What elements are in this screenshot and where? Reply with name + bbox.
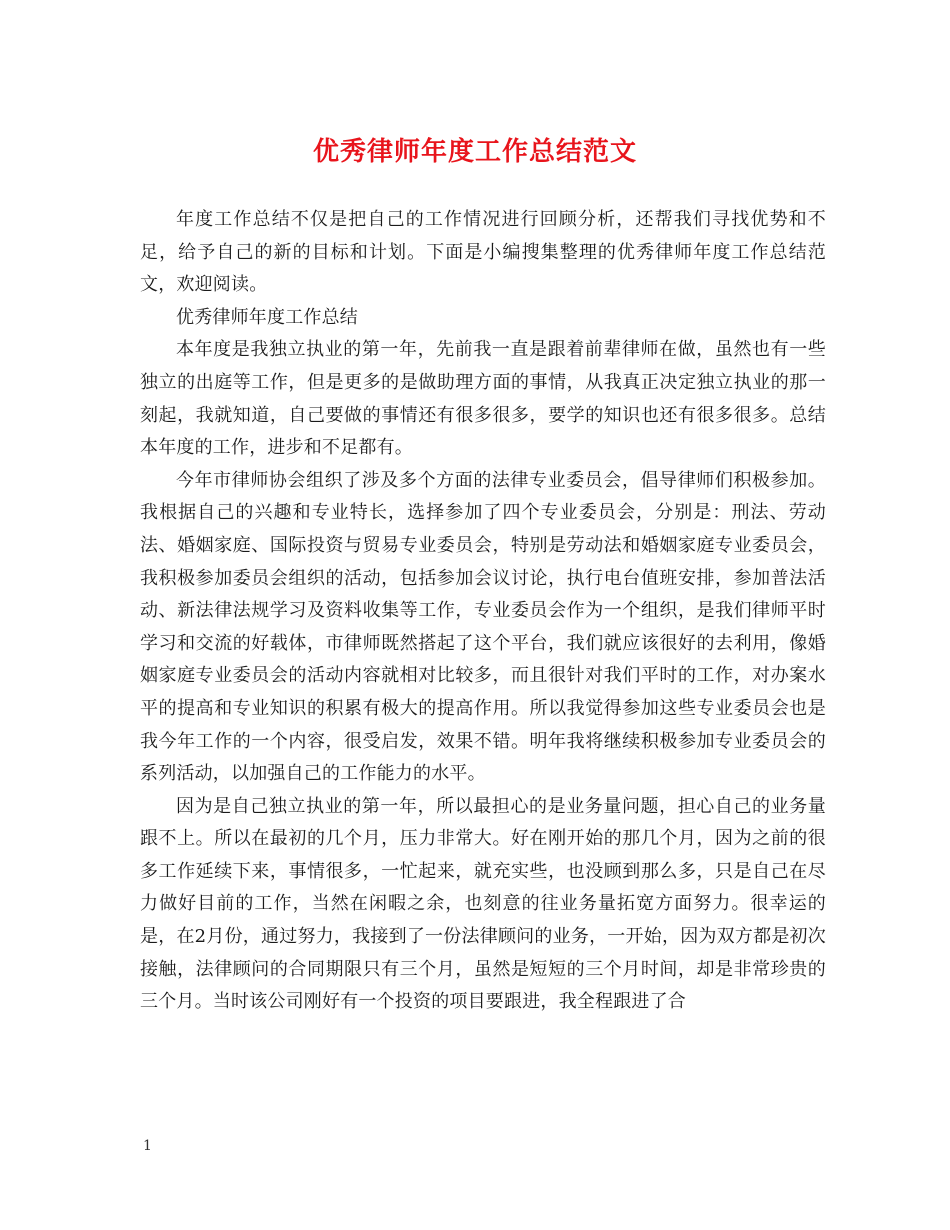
document-title: 优秀律师年度工作总结范文 <box>312 137 637 167</box>
page-number: 1 <box>143 1138 152 1154</box>
body-paragraph: 因为是自己独立执业的第一年，所以最担心的是业务量问题，担心自己的业务量跟不上。所以在最初的几个月，压力非常大。好在刚开始的那几个月，因为之前的很多工作延续下来，事情很多，一忙起来，就充实些，也没顾到那么多，只是自己在尽力做好目前的工作，当然在闲暇之余，也刻意的往业务量拓宽方面努力。很幸运的是，在2月份，通过努力，我接到了一份法律顾问的业务，一开始，因为双方都是初次接触，法律顾问的合同期限只有三个月，虽然是短短的三个月时间，却是非常珍贵的三个月。当时该公司刚好有一个投资的项目要跟进，我全程跟进了合 <box>140 795 826 1013</box>
body-paragraph: 本年度是我独立执业的第一年，先前我一直是跟着前辈律师在做，虽然也有一些独立的出庭等工作，但是更多的是做助理方面的事情，从我真正决定独立执业的那一刻起，我就知道，自己要做的事情还有很多很多，要学的知识也还有很多很多。总结本年度的工作，进步和不足都有。 <box>140 339 826 459</box>
document-body <box>140 204 826 1019</box>
body-paragraph: 今年市律师协会组织了涉及多个方面的法律专业委员会，倡导律师们积极参加。我根据自己的兴趣和专业特长，选择参加了四个专业委员会，分别是：刑法、劳动法、婚姻家庭、国际投资与贸易专业委员会，特别是劳动法和婚姻家庭专业委员会，我积极参加委员会组织的活动，包括参加会议讨论，执行电台值班安排，参加普法活动、新法律法规学习及资料收集等工作，专业委员会作为一个组织，是我们律师平时学习和交流的好载体，市律师既然搭起了这个平台，我们就应该很好的去利用，像婚姻家庭专业委员会的活动内容就相对比较多，而且很针对我们平时的工作，对办案水平的提高和专业知识的积累有极大的提高作用。所以我觉得参加这些专业委员会也是我今年工作的一个内容，很受启发，效果不错。明年我将继续积极参加专业委员会的系列活动，以加强自己的工作能力的水平。 <box>140 469 826 785</box>
intro-paragraph: 年度工作总结不仅是把自己的工作情况进行回顾分析，还帮我们寻找优势和不足，给予自己的新的目标和计划。下面是小编搜集整理的优秀律师年度工作总结范文，欢迎阅读。 <box>140 209 826 296</box>
section-heading: 优秀律师年度工作总结 <box>176 306 358 328</box>
